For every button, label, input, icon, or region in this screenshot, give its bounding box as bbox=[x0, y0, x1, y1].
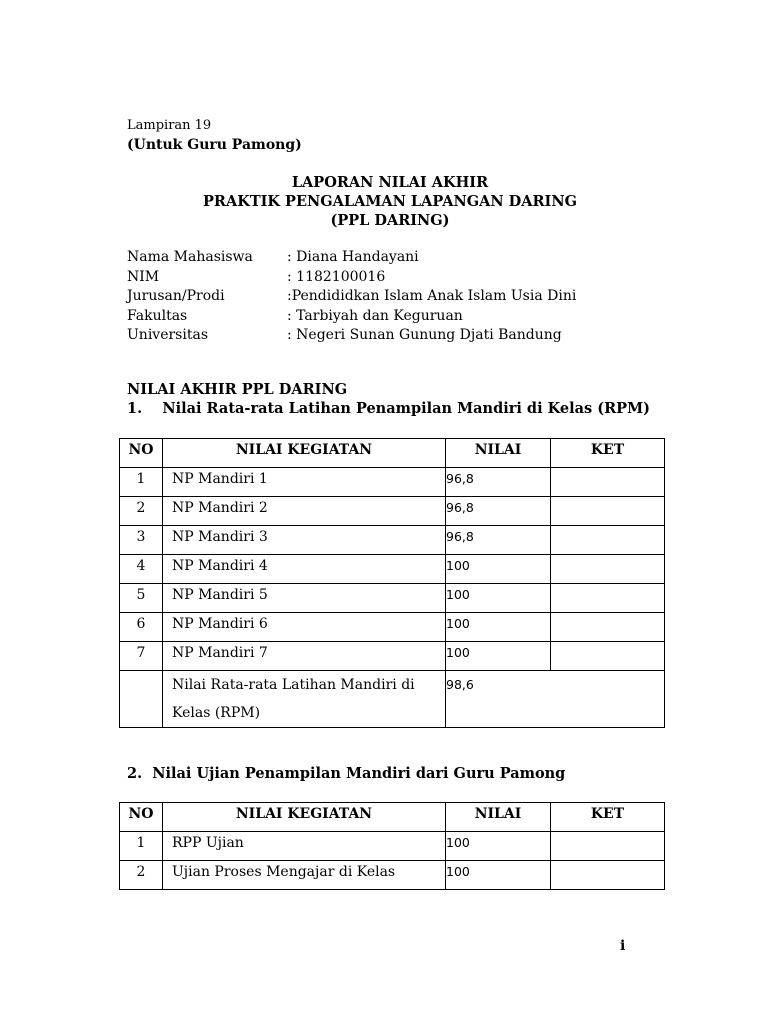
cell-no: 1 bbox=[120, 832, 163, 861]
info-key: Jurusan/Prodi bbox=[127, 288, 225, 304]
cell-ket bbox=[551, 584, 665, 613]
table-row bbox=[120, 526, 665, 555]
rpm-score-table bbox=[119, 438, 665, 728]
header-kegiatan: NILAI KEGIATAN bbox=[163, 803, 446, 832]
average-row bbox=[120, 671, 665, 728]
section-heading: NILAI AKHIR PPL DARING bbox=[127, 381, 348, 398]
table-header-row bbox=[120, 439, 665, 468]
cell-ket bbox=[551, 861, 665, 890]
cell-no: 2 bbox=[120, 861, 163, 890]
info-row bbox=[127, 326, 576, 346]
cell-kegiatan: Ujian Proses Mengajar di Kelas bbox=[163, 861, 446, 890]
cell-ket bbox=[551, 642, 665, 671]
page-number: i bbox=[620, 938, 626, 954]
average-value: 98,6 bbox=[446, 671, 665, 728]
cell-kegiatan: NP Mandiri 3 bbox=[163, 526, 446, 555]
header-no: NO bbox=[120, 439, 163, 468]
table-header-row bbox=[120, 803, 665, 832]
cell-no-empty bbox=[120, 671, 163, 728]
cell-kegiatan: NP Mandiri 4 bbox=[163, 555, 446, 584]
info-key: Universitas bbox=[127, 327, 208, 343]
cell-ket bbox=[551, 468, 665, 497]
header-ket: KET bbox=[551, 439, 665, 468]
cell-kegiatan: NP Mandiri 5 bbox=[163, 584, 446, 613]
table-row bbox=[120, 861, 665, 890]
cell-kegiatan: NP Mandiri 6 bbox=[163, 613, 446, 642]
info-value: :Pendididkan Islam Anak Islam Usia Dini bbox=[287, 288, 577, 304]
cell-nilai: 100 bbox=[446, 861, 551, 890]
cell-ket bbox=[551, 832, 665, 861]
info-value: : Diana Handayani bbox=[287, 249, 419, 265]
report-title-line-1: LAPORAN NILAI AKHIR bbox=[291, 174, 489, 191]
table-row bbox=[120, 584, 665, 613]
average-label bbox=[163, 671, 446, 728]
cell-no: 2 bbox=[120, 497, 163, 526]
header-nilai: NILAI bbox=[446, 439, 551, 468]
average-label-line-1: Nilai Rata-rata Latihan Mandiri di bbox=[172, 677, 415, 693]
cell-ket bbox=[551, 497, 665, 526]
cell-ket bbox=[551, 555, 665, 584]
cell-nilai: 100 bbox=[446, 555, 551, 584]
table-row bbox=[120, 497, 665, 526]
cell-no: 4 bbox=[120, 555, 163, 584]
cell-nilai: 96,8 bbox=[446, 468, 551, 497]
info-value: : Negeri Sunan Gunung Djati Bandung bbox=[287, 327, 562, 343]
table-row bbox=[120, 832, 665, 861]
info-key: NIM bbox=[127, 268, 160, 285]
cell-kegiatan: RPP Ujian bbox=[163, 832, 446, 861]
cell-no: 7 bbox=[120, 642, 163, 671]
student-info bbox=[127, 248, 576, 346]
table-row bbox=[120, 555, 665, 584]
table-row bbox=[120, 613, 665, 642]
cell-nilai: 100 bbox=[446, 832, 551, 861]
cell-kegiatan: NP Mandiri 7 bbox=[163, 642, 446, 671]
header-ket: KET bbox=[551, 803, 665, 832]
cell-nilai: 100 bbox=[446, 584, 551, 613]
table-row bbox=[120, 642, 665, 671]
report-title-line-3: (PPL DARING) bbox=[330, 212, 450, 229]
info-key: Fakultas bbox=[127, 307, 188, 324]
header-kegiatan: NILAI KEGIATAN bbox=[163, 439, 446, 468]
cell-nilai: 100 bbox=[446, 642, 551, 671]
cell-nilai: 100 bbox=[446, 613, 551, 642]
cell-no: 6 bbox=[120, 613, 163, 642]
section-1-heading: 1. Nilai Rata-rata Latihan Penampilan Mandiri di Kelas (RPM) bbox=[127, 400, 650, 417]
header-nilai: NILAI bbox=[446, 803, 551, 832]
cell-no: 3 bbox=[120, 526, 163, 555]
cell-nilai: 96,8 bbox=[446, 497, 551, 526]
section-2-heading: 2. Nilai Ujian Penampilan Mandiri dari Guru Pamong bbox=[127, 765, 566, 782]
cell-ket bbox=[551, 613, 665, 642]
header-no: NO bbox=[120, 803, 163, 832]
cell-nilai: 96,8 bbox=[446, 526, 551, 555]
cell-kegiatan: NP Mandiri 1 bbox=[163, 468, 446, 497]
report-title-line-2: PRAKTIK PENGALAMAN LAPANGAN DARING bbox=[203, 193, 577, 210]
lampiran-label: Lampiran 19 bbox=[127, 118, 212, 133]
cell-no: 1 bbox=[120, 468, 163, 497]
info-value: : 1182100016 bbox=[287, 268, 386, 285]
info-key: Nama Mahasiswa bbox=[127, 249, 253, 265]
cell-ket bbox=[551, 526, 665, 555]
table-row bbox=[120, 468, 665, 497]
info-row bbox=[127, 307, 576, 327]
average-label-line-2: Kelas (RPM) bbox=[172, 705, 261, 721]
untuk-label: (Untuk Guru Pamong) bbox=[127, 137, 302, 153]
info-value: : Tarbiyah dan Keguruan bbox=[287, 307, 463, 324]
cell-kegiatan: NP Mandiri 2 bbox=[163, 497, 446, 526]
info-row bbox=[127, 287, 576, 307]
exam-score-table bbox=[119, 802, 665, 890]
info-row bbox=[127, 248, 576, 268]
info-row bbox=[127, 268, 576, 288]
cell-no: 5 bbox=[120, 584, 163, 613]
